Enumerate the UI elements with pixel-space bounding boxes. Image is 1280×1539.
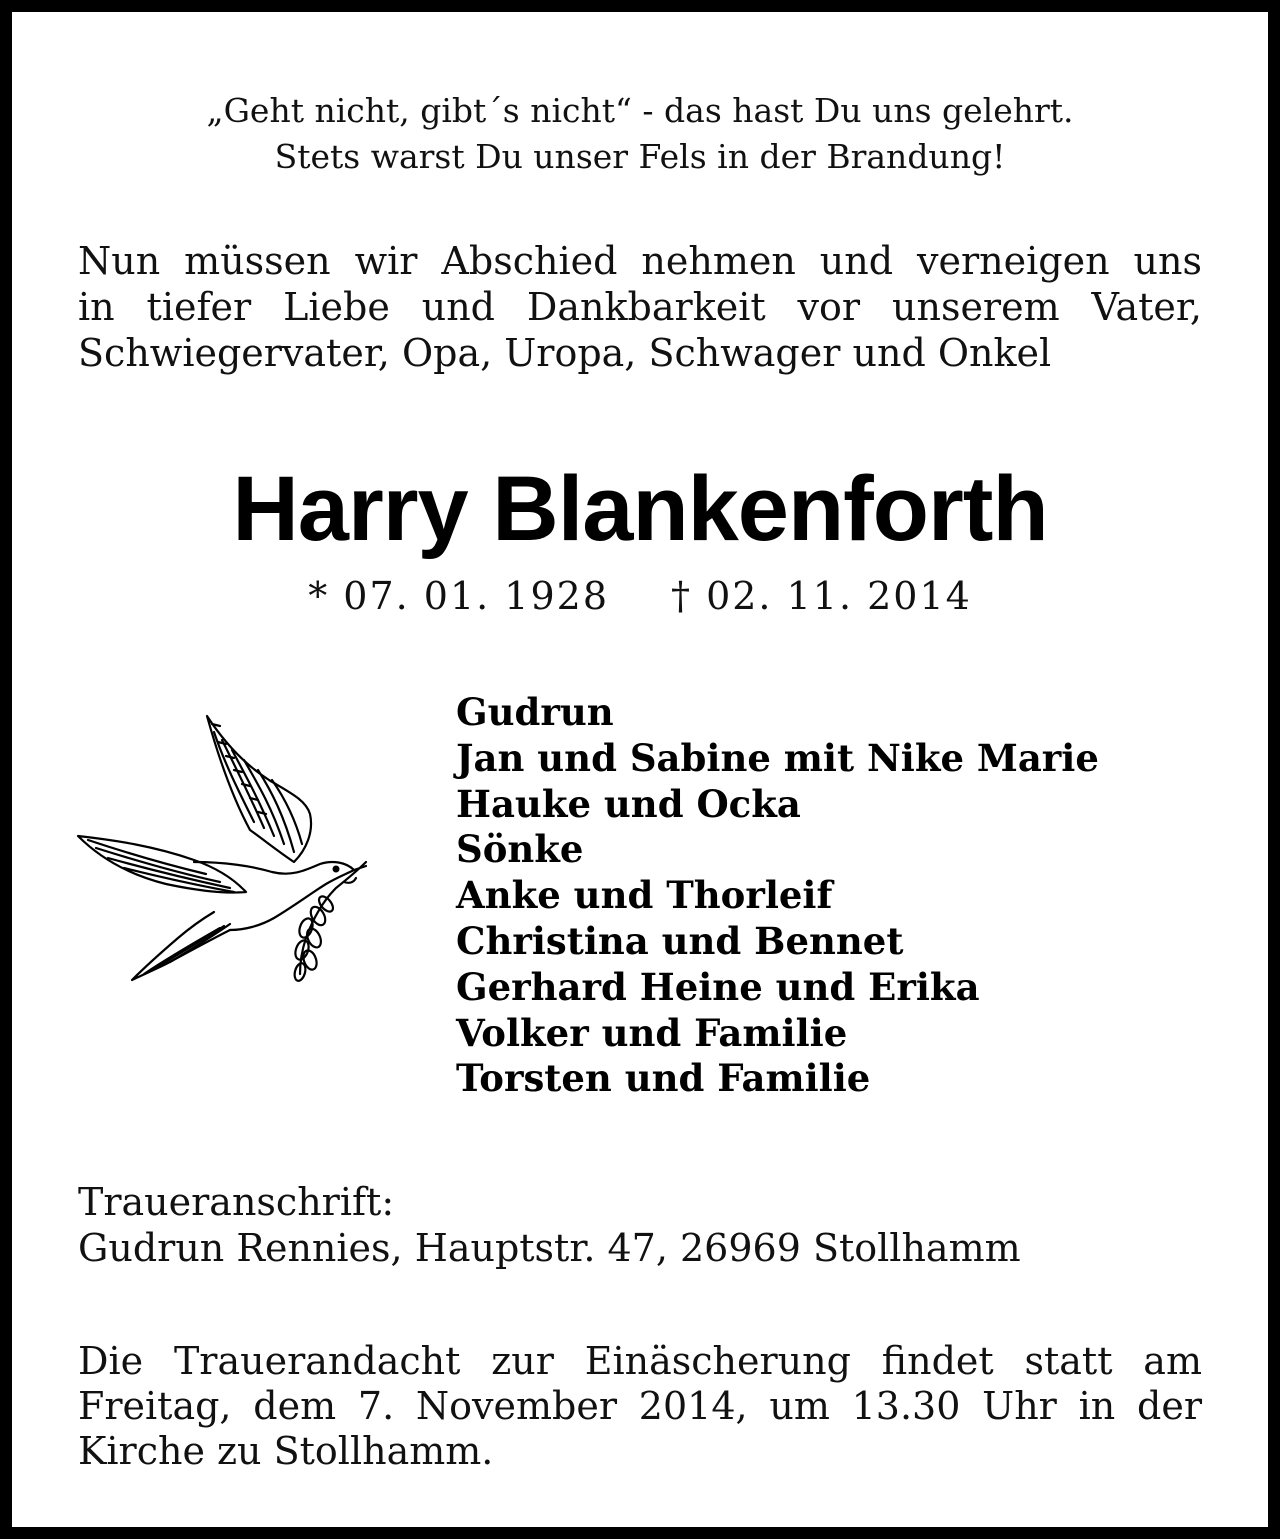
intro-line-2: in tiefer Liebe und Dankbarkeit vor unserem Vater,	[78, 285, 1202, 329]
mourner-name: Gudrun	[456, 690, 614, 734]
mourner-name: Torsten und Familie	[456, 1056, 871, 1101]
motto-line-2: Stets warst Du unser Fels in der Brandung!	[274, 137, 1006, 176]
mourner-name: Jan und Sabine mit Nike Marie	[456, 735, 1099, 780]
mourner-name: Hauke und Ocka	[456, 781, 801, 826]
motto-quote	[12, 88, 1268, 180]
birth-date: * 07. 01. 1928	[308, 574, 609, 618]
mourning-address	[78, 1179, 1202, 1271]
service-line-3: Kirche zu Stollhamm.	[78, 1429, 494, 1473]
service-line-1: Die Trauerandacht zur Einäscherung findet statt am	[78, 1339, 1202, 1383]
intro-text	[78, 238, 1202, 376]
mourner-name: Anke und Thorleif	[456, 873, 833, 918]
intro-line-3: Schwiegervater, Opa, Uropa, Schwager und Onkel	[78, 331, 1052, 375]
life-dates	[12, 573, 1268, 619]
address-value: Gudrun Rennies, Hauptstr. 47, 26969 Stollhamm	[78, 1226, 1021, 1270]
mourner-name: Christina und Bennet	[456, 918, 904, 963]
dove-with-olive-branch-icon	[74, 712, 374, 987]
death-date: † 02. 11. 2014	[671, 574, 972, 618]
motto-line-1: „Geht nicht, gibt´s nicht“ - das hast Du uns gelehrt.	[206, 91, 1074, 130]
mourner-name: Gerhard Heine und Erika	[456, 964, 980, 1009]
mourner-name: Sönke	[456, 827, 584, 872]
deceased-name: Harry Blankenforth	[232, 458, 1048, 560]
mourner-name: Volker und Familie	[456, 1010, 848, 1055]
address-label: Traueranschrift:	[78, 1180, 395, 1224]
funeral-service-info	[78, 1339, 1202, 1474]
service-line-2: Freitag, dem 7. November 2014, um 13.30 Uhr in der	[78, 1384, 1202, 1428]
intro-line-1: Nun müssen wir Abschied nehmen und verneigen uns	[78, 239, 1202, 283]
mourners-list	[456, 690, 1099, 1102]
